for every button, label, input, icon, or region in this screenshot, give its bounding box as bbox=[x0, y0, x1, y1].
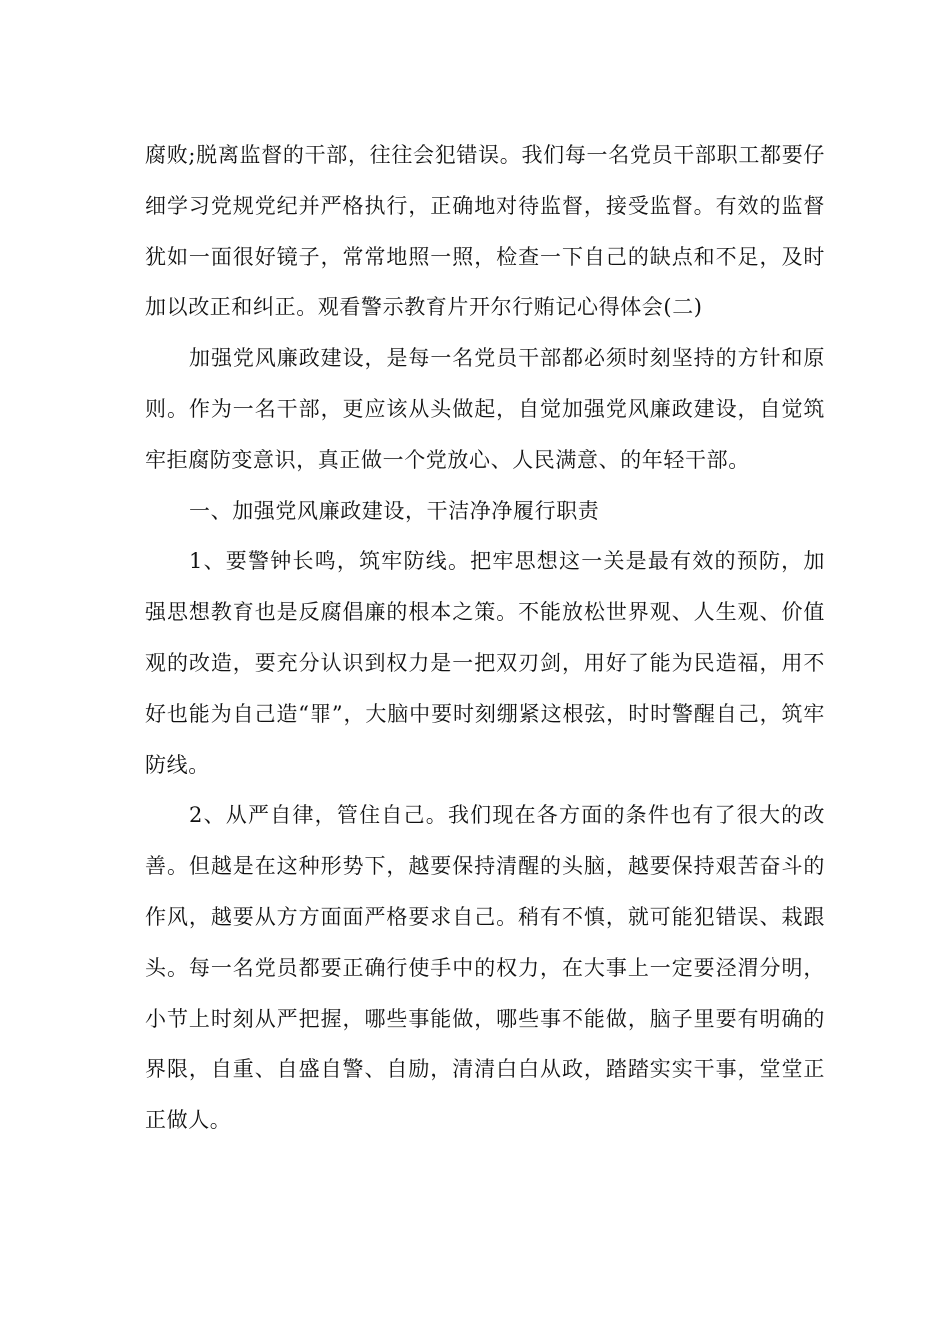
body-text bbox=[145, 130, 825, 1146]
paragraph-point-two: 2、从严自律，管住自己。我们现在各方面的条件也有了很大的改善。但越是在这种形势下，越要保持清醒的头脑，越要保持艰苦奋斗的作风，越要从方方面面严格要求自己。稍有不慎，就可能犯错误、栽跟头。每一名党员都要正确行使手中的权力，在大事上一定要泾渭分明，小节上时刻从严把握，哪些事能做，哪些事不能做，脑子里要有明确的界限，自重、自盛自警、自励，清清白白从政，踏踏实实干事，堂堂正正做人。 bbox=[145, 803, 825, 1133]
paragraph-point-one: 1、要警钟长鸣，筑牢防线。把牢思想这一关是最有效的预防，加强思想教育也是反腐倡廉的根本之策。不能放松世界观、人生观、价值观的改造，要充分认识到权力是一把双刃剑，用好了能为民造福，用不好也能为自己造“罪”，大脑中要时刻绷紧这根弦，时时警醒自己，筑牢防线。 bbox=[145, 549, 825, 777]
section-heading-one: 一、加强党风廉政建设，干洁净净履行职责 bbox=[189, 498, 600, 523]
paragraph-party-conduct: 加强党风廉政建设，是每一名党员干部都必须时刻坚持的方针和原则。作为一名干部，更应该从头做起，自觉加强党风廉政建设，自觉筑牢拒腐防变意识，真正做一个党放心、人民满意、的年轻干部。 bbox=[145, 346, 825, 472]
paragraph-continuation: 腐败;脱离监督的干部，往往会犯错误。我们每一名党员干部职工都要仔细学习党规党纪并严格执行，正确地对待监督，接受监督。有效的监督犹如一面很好镜子，常常地照一照，检查一下自己的缺点和不足，及时加以改正和纠正。观看警示教育片开尔行贿记心得体会(二) bbox=[145, 143, 825, 320]
